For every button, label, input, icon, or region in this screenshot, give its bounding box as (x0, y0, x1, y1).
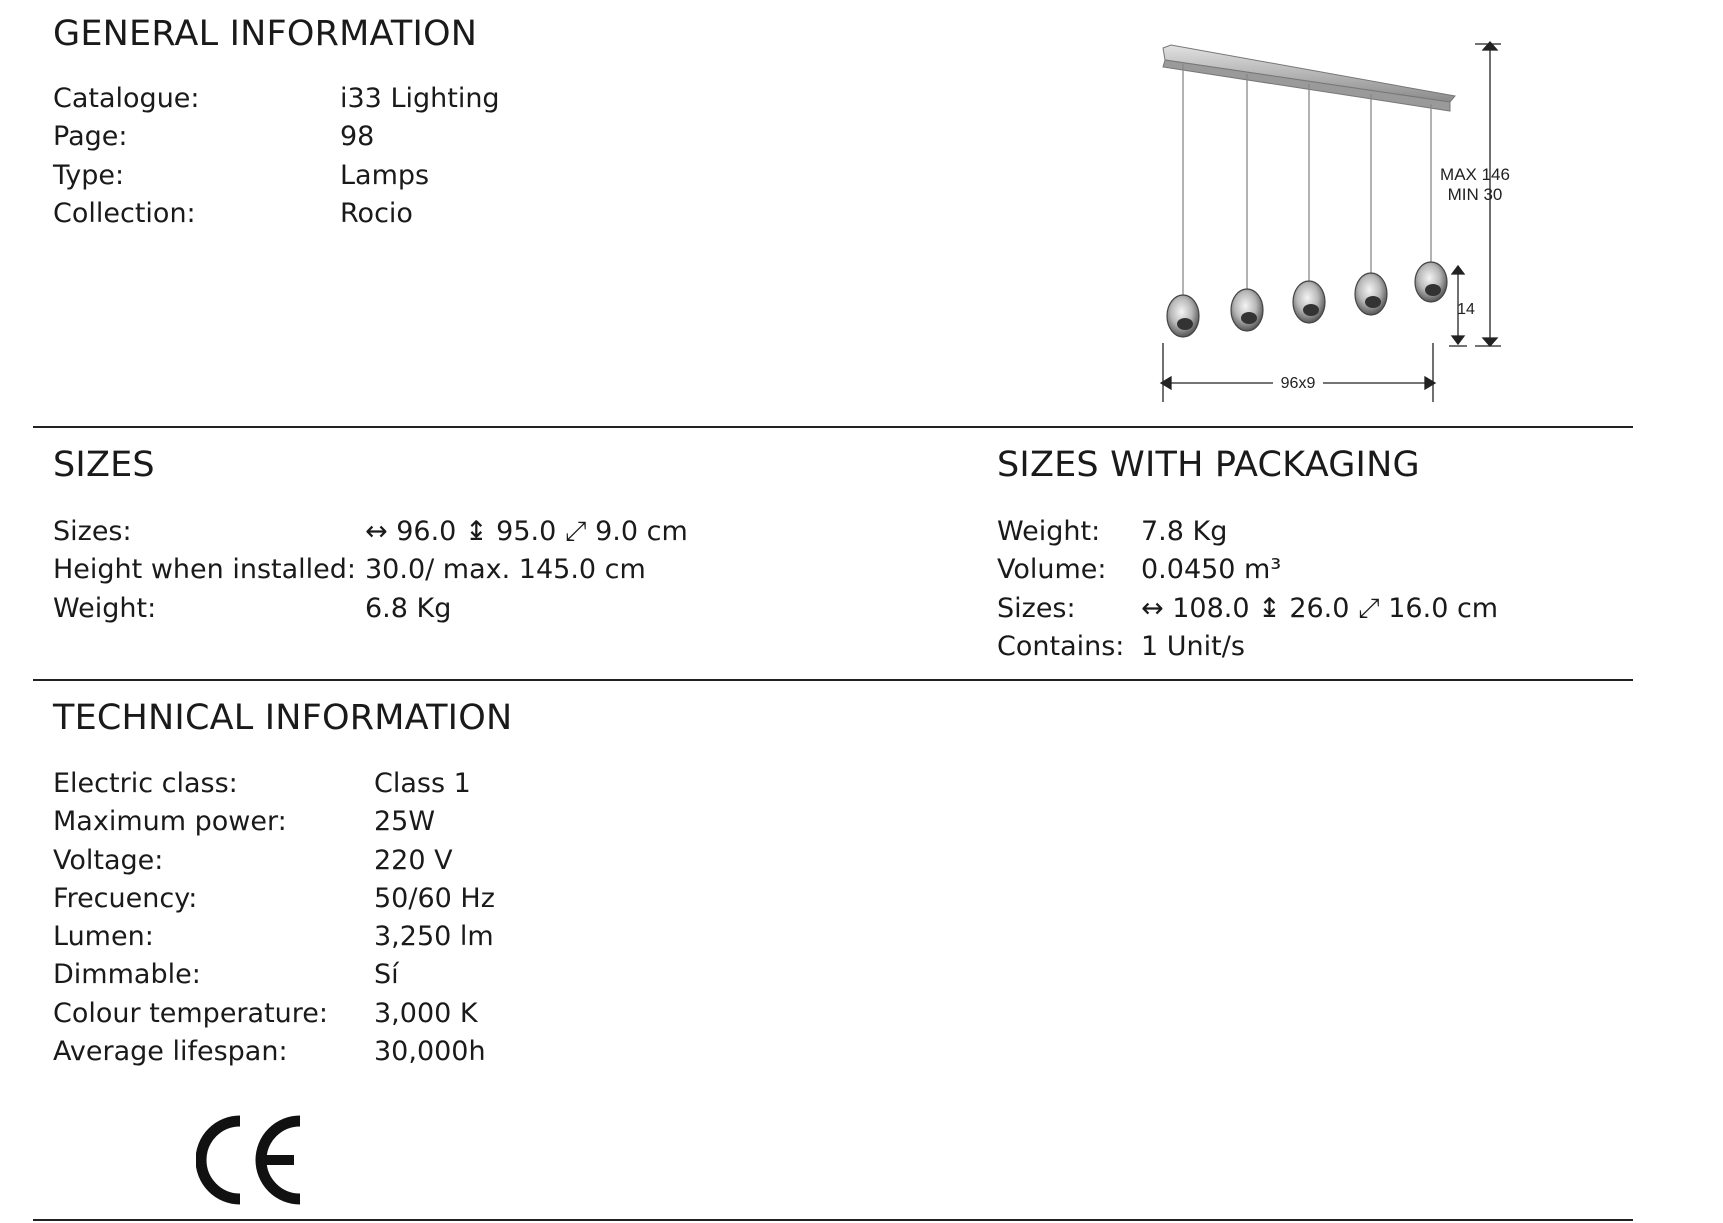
packaging-volume-row (997, 551, 1597, 589)
globe-1 (1167, 295, 1199, 337)
packaging-weight-label: Weight: (997, 516, 1101, 547)
dimmable-value: Sí (374, 959, 399, 991)
packaging-volume-label: Volume: (997, 554, 1107, 586)
packaging-contains-label: Contains: (997, 630, 1125, 662)
divider-sizes (33, 679, 1633, 681)
sizes-value (365, 513, 688, 551)
min-height-label: MIN 30 (1447, 185, 1503, 204)
average-lifespan-value: 30,000h (374, 1036, 486, 1068)
globe-4 (1355, 273, 1387, 315)
packaging-sizes-depth: 16.0 cm (1388, 592, 1499, 624)
lumen-value: 3,250 lm (374, 921, 494, 953)
colour-temperature-value: 3,000 K (374, 997, 478, 1029)
sizes-heading: SIZES (53, 445, 155, 485)
ce-mark-icon (196, 1115, 308, 1205)
max-height-label: MAX 146 (1440, 165, 1510, 184)
page-row (53, 118, 653, 156)
lumen-label: Lumen: (53, 921, 154, 953)
packaging-weight-value: 7.8 Kg (1141, 516, 1228, 547)
lumen-row (53, 918, 753, 956)
voltage-value: 220 V (374, 844, 453, 876)
type-label: Type: (53, 159, 125, 191)
installed-height-value: 30.0/ max. 145.0 cm (365, 554, 646, 586)
weight-row (53, 590, 953, 628)
catalogue-value: i33 Lighting (340, 83, 500, 114)
height-arrow-icon: ↨ (464, 516, 488, 547)
width-dimension-line (1161, 343, 1435, 402)
voltage-label: Voltage: (53, 844, 164, 876)
type-row (53, 157, 653, 195)
voltage-row (53, 842, 753, 880)
page-label: Page: (53, 121, 128, 153)
sizes-label: Sizes: (53, 516, 132, 547)
packaging-contains-value: 1 Unit/s (1141, 630, 1245, 662)
depth-arrow-icon: ⤢ (1358, 592, 1380, 624)
globe-5 (1415, 262, 1447, 302)
width-arrow-icon: ↔ (365, 516, 388, 547)
maximum-power-value: 25W (374, 806, 436, 838)
type-value: Lamps (340, 159, 430, 191)
sizes-depth: 9.0 cm (595, 516, 688, 547)
catalogue-label: Catalogue: (53, 83, 200, 114)
frequency-value: 50/60 Hz (374, 882, 495, 914)
packaging-volume-value: 0.0450 m³ (1141, 554, 1282, 586)
packaging-sizes-label: Sizes: (997, 592, 1076, 624)
weight-value: 6.8 Kg (365, 592, 452, 624)
page-value: 98 (340, 121, 375, 153)
width-label: 96x9 (1280, 375, 1316, 392)
electric-class-label: Electric class: (53, 768, 238, 799)
electric-class-row (53, 765, 753, 803)
technical-information-heading: TECHNICAL INFORMATION (53, 698, 513, 738)
packaging-weight-row (997, 513, 1597, 551)
collection-row (53, 195, 653, 233)
globe-height-label: 14 (1457, 301, 1475, 318)
globe-3 (1293, 281, 1325, 323)
maximum-power-label: Maximum power: (53, 806, 287, 838)
packaging-heading: SIZES WITH PACKAGING (997, 445, 1420, 485)
colour-temperature-label: Colour temperature: (53, 997, 328, 1029)
packaging-sizes-width: 108.0 (1172, 592, 1250, 624)
general-information-heading: GENERAL INFORMATION (53, 14, 478, 54)
height-arrow-icon: ↨ (1258, 592, 1281, 624)
maximum-power-row (53, 803, 753, 841)
sizes-row (53, 513, 953, 551)
packaging-contains-row (997, 628, 1597, 666)
dimmable-row (53, 956, 753, 994)
lamp-dimension-drawing (1135, 40, 1525, 415)
frequency-label: Frecuency: (53, 882, 198, 914)
dimmable-label: Dimmable: (53, 959, 201, 991)
divider-general (33, 426, 1633, 428)
pendant-globes (1167, 262, 1447, 337)
electric-class-value: Class 1 (374, 768, 471, 799)
frequency-row (53, 880, 753, 918)
sizes-width: 96.0 (396, 516, 457, 547)
packaging-sizes-value (1141, 590, 1498, 628)
weight-label: Weight: (53, 592, 157, 624)
technical-information-list (53, 765, 753, 1071)
general-information-list (53, 80, 653, 233)
width-arrow-icon: ↔ (1141, 592, 1164, 624)
packaging-sizes-height: 26.0 (1289, 592, 1350, 624)
packaging-sizes-row (997, 590, 1597, 628)
collection-label: Collection: (53, 197, 196, 229)
average-lifespan-label: Average lifespan: (53, 1036, 288, 1068)
collection-value: Rocio (340, 197, 413, 229)
installed-height-label: Height when installed: (53, 554, 356, 586)
installed-height-row (53, 551, 953, 589)
sizes-list (53, 513, 953, 628)
average-lifespan-row (53, 1033, 753, 1071)
catalogue-row (53, 80, 653, 118)
globe-2 (1231, 289, 1263, 331)
sizes-height: 95.0 (496, 516, 557, 547)
divider-bottom (33, 1219, 1633, 1221)
packaging-list (997, 513, 1597, 666)
colour-temperature-row (53, 995, 753, 1033)
depth-arrow-icon: ⤢ (564, 516, 587, 547)
